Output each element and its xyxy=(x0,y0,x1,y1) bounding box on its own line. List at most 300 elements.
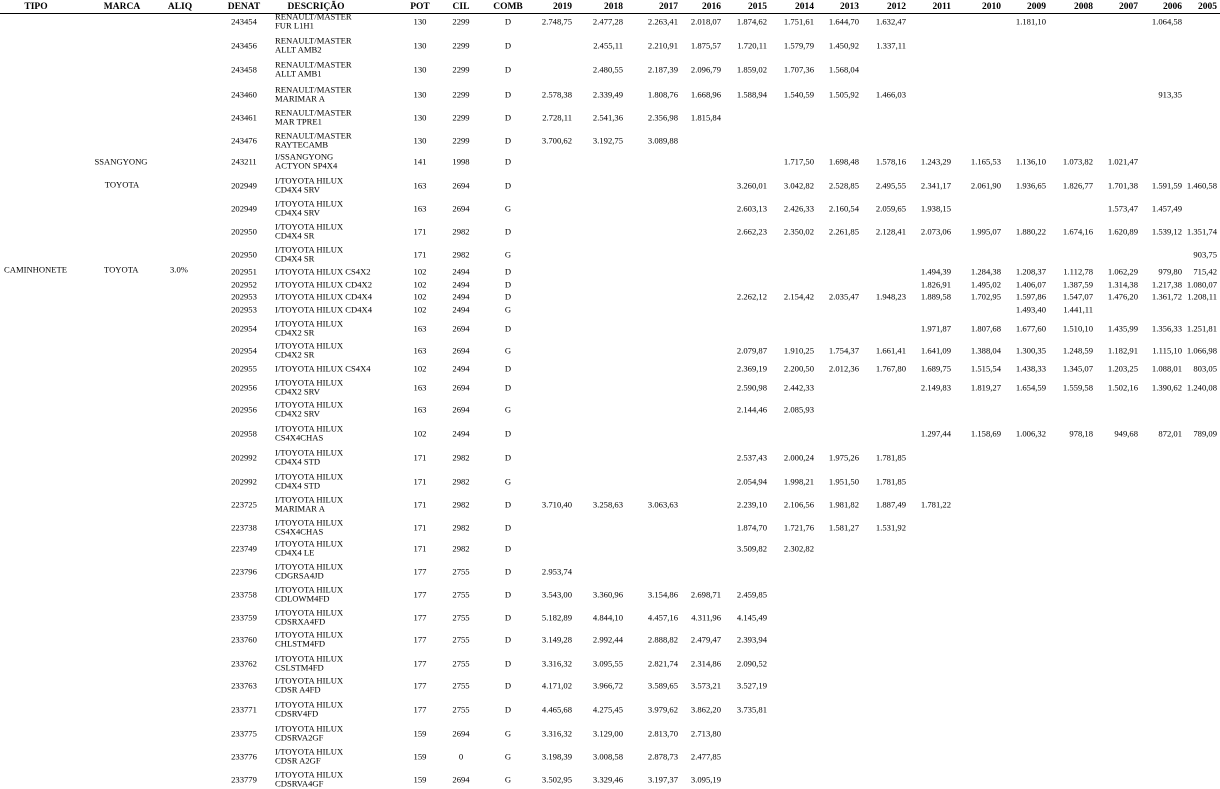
descricao-line: CDSR A2GF xyxy=(275,756,321,766)
row-value-2012: 2.495,55 xyxy=(875,180,906,191)
row-value-2011: 1.243,29 xyxy=(920,156,951,167)
descricao-line: ACTYON SP4X4 xyxy=(275,161,338,171)
row-value-2006: 1.356,33 xyxy=(1151,323,1182,334)
descricao-line: I/TOYOTA HILUX xyxy=(275,584,344,595)
row-value-2005: 1.240,08 xyxy=(1186,382,1217,393)
row-value-2009: 1.438,33 xyxy=(1015,363,1046,374)
row-value-2016: 2.096,79 xyxy=(690,64,721,75)
row-descricao xyxy=(275,37,352,56)
row-value-2019: 2.728,11 xyxy=(542,112,572,123)
row-value-2009: 1.654,59 xyxy=(1015,382,1046,393)
row-value-2009: 1.493,40 xyxy=(1015,304,1046,315)
row-value-2005: 715,42 xyxy=(1193,266,1217,277)
row-value-2006: 1.457,49 xyxy=(1151,203,1182,214)
row-value-2009: 1.677,60 xyxy=(1015,323,1046,334)
descricao-line: I/TOYOTA HILUX xyxy=(275,517,344,528)
row-value-2016: 2.698,71 xyxy=(690,589,721,600)
descricao-line: I/SSANGYONG xyxy=(275,151,334,162)
row-value-2010: 1.819,27 xyxy=(970,382,1001,393)
row-value-2018: 2.480,55 xyxy=(592,64,623,75)
descricao-line: CDSRVA4GF xyxy=(275,779,324,789)
header-year-2013: 2013 xyxy=(840,2,859,12)
row-value-2013: 1.450,92 xyxy=(828,40,859,51)
row-value-2016: 1.815,84 xyxy=(690,112,721,123)
row-descricao xyxy=(275,519,343,538)
row-denat: 243476 xyxy=(231,135,257,146)
row-value-2010: 1.495,02 xyxy=(970,279,1001,290)
row-value-2019: 3.149,28 xyxy=(541,634,572,645)
row-comb: D xyxy=(504,156,512,167)
row-pot: 171 xyxy=(413,249,427,260)
row-cil: 2494 xyxy=(452,304,470,315)
descricao-line: MARIMAR A xyxy=(275,504,325,514)
row-value-2007: 1.182,91 xyxy=(1107,345,1138,356)
row-value-2008: 1.248,59 xyxy=(1062,345,1093,356)
row-denat: 202955 xyxy=(231,363,257,374)
row-comb: G xyxy=(504,476,512,487)
row-pot: 171 xyxy=(413,226,427,237)
descricao-line: I/TOYOTA HILUX CS4X4 xyxy=(275,363,371,374)
row-value-2019: 3.700,62 xyxy=(541,135,572,146)
descricao-line: CD4X4 STD xyxy=(275,481,321,491)
row-value-2008: 1.547,07 xyxy=(1062,291,1093,302)
row-descricao xyxy=(275,342,343,361)
row-value-2014: 1.910,25 xyxy=(783,345,814,356)
descricao-line: CD4X2 SRV xyxy=(275,409,320,419)
row-pot: 102 xyxy=(413,428,427,439)
row-pot: 177 xyxy=(413,566,427,577)
row-value-2007: 1.062,29 xyxy=(1107,266,1138,277)
row-value-2014: 2.085,93 xyxy=(783,404,814,415)
row-value-2017: 3.589,65 xyxy=(647,680,678,691)
row-value-2014: 2.000,24 xyxy=(783,452,814,463)
row-value-2014: 1.721,76 xyxy=(783,522,814,533)
row-comb: G xyxy=(504,249,512,260)
descricao-line: I/TOYOTA HILUX xyxy=(275,746,344,757)
row-value-2015: 3.509,82 xyxy=(736,543,767,554)
row-value-2015: 2.144,46 xyxy=(736,404,767,415)
header-year-2018: 2018 xyxy=(604,2,623,12)
row-cil: 2299 xyxy=(452,16,470,27)
row-value-2019: 3.198,39 xyxy=(541,751,572,762)
row-descricao xyxy=(275,496,343,515)
row-value-2017: 2.356,98 xyxy=(647,112,678,123)
row-value-2016: 2.479,47 xyxy=(690,634,721,645)
descricao-line: CD4X4 LE xyxy=(275,548,315,558)
row-descricao xyxy=(275,540,343,559)
row-descricao xyxy=(275,200,343,219)
row-descricao xyxy=(275,631,343,650)
row-value-2012: 1.661,41 xyxy=(875,345,906,356)
row-descricao xyxy=(275,364,371,373)
row-pot: 163 xyxy=(413,382,427,393)
row-denat: 233762 xyxy=(231,658,257,669)
row-descricao xyxy=(275,586,343,605)
row-value-2011: 2.149,83 xyxy=(920,382,951,393)
header-year-2014: 2014 xyxy=(795,2,814,12)
row-denat: 243458 xyxy=(231,64,257,75)
row-value-2012: 1.948,23 xyxy=(875,291,906,302)
row-cil: 2299 xyxy=(452,89,470,100)
descricao-line: I/TOYOTA HILUX CD4X2 xyxy=(275,279,373,290)
row-value-2009: 1.936,65 xyxy=(1015,180,1046,191)
row-value-2012: 1.337,11 xyxy=(876,40,906,51)
row-cil: 2755 xyxy=(452,658,470,669)
row-value-2015: 2.459,85 xyxy=(736,589,767,600)
row-descricao xyxy=(275,701,343,720)
row-value-2007: 949,68 xyxy=(1114,428,1138,439)
row-descricao xyxy=(275,425,343,444)
row-value-2008: 1.112,78 xyxy=(1063,266,1093,277)
row-value-2008: 1.510,10 xyxy=(1062,323,1093,334)
row-cil: 2982 xyxy=(452,543,470,554)
row-value-2013: 1.568,04 xyxy=(828,64,859,75)
descricao-line: ALLT AMB1 xyxy=(275,69,322,79)
row-comb: G xyxy=(504,304,512,315)
header-year-2007: 2007 xyxy=(1119,2,1138,12)
row-descricao xyxy=(275,655,343,674)
row-value-2006: 1.539,12 xyxy=(1151,226,1182,237)
row-value-2013: 1.505,92 xyxy=(828,89,859,100)
row-value-2013: 1.951,50 xyxy=(828,476,859,487)
row-denat: 243460 xyxy=(231,89,257,100)
header-year-2019: 2019 xyxy=(553,2,572,12)
descricao-line: I/TOYOTA HILUX CD4X4 xyxy=(275,291,373,302)
header-tipo: TIPO xyxy=(24,2,48,12)
row-pot: 102 xyxy=(413,363,427,374)
row-value-2016: 2.713,80 xyxy=(690,728,721,739)
row-cil: 2694 xyxy=(452,345,470,356)
row-value-2006: 872,01 xyxy=(1158,428,1182,439)
row-denat: 233779 xyxy=(231,774,257,785)
row-value-2014: 1.751,61 xyxy=(783,16,814,27)
row-value-2019: 4.171,02 xyxy=(541,680,572,691)
row-value-2010: 1.995,07 xyxy=(970,226,1001,237)
descricao-line: FUR L1H1 xyxy=(275,21,314,31)
row-value-2018: 2.455,11 xyxy=(593,40,623,51)
row-pot: 171 xyxy=(413,452,427,463)
descricao-line: I/TOYOTA HILUX xyxy=(275,538,344,549)
row-value-2007: 1.203,25 xyxy=(1107,363,1138,374)
row-value-2005: 1.251,81 xyxy=(1186,323,1217,334)
row-denat: 202992 xyxy=(231,452,257,463)
row-value-2006: 1.591,59 xyxy=(1151,180,1182,191)
row-value-2012: 1.781,85 xyxy=(875,476,906,487)
descricao-line: CDGRSA4JD xyxy=(275,571,324,581)
row-value-2015: 2.090,52 xyxy=(736,658,767,669)
row-denat: 233760 xyxy=(231,634,257,645)
row-comb: G xyxy=(504,404,512,415)
row-value-2013: 2.160,54 xyxy=(828,203,859,214)
row-value-2019: 3.316,32 xyxy=(541,658,572,669)
descricao-line: CDSRVA2GF xyxy=(275,733,324,743)
row-value-2018: 3.008,58 xyxy=(592,751,623,762)
row-comb: D xyxy=(504,112,512,123)
descricao-line: RENAULT/MASTER xyxy=(275,59,352,70)
row-cil: 2694 xyxy=(452,404,470,415)
row-value-2014: 1.579,79 xyxy=(783,40,814,51)
row-cil: 2694 xyxy=(452,774,470,785)
row-cil: 2299 xyxy=(452,135,470,146)
descricao-line: CHLSTM4FD xyxy=(275,639,326,649)
row-cil: 2755 xyxy=(452,566,470,577)
header-cil: CIL xyxy=(452,2,470,12)
row-pot: 130 xyxy=(413,89,427,100)
group-tipo: CAMINHONETE xyxy=(4,264,68,275)
row-comb: G xyxy=(504,345,512,356)
row-pot: 177 xyxy=(413,612,427,623)
row-descricao xyxy=(275,177,343,196)
row-value-2015: 2.590,98 xyxy=(736,382,767,393)
row-value-2006: 1.361,72 xyxy=(1151,291,1182,302)
row-descricao xyxy=(275,748,343,767)
descricao-line: CDSRXA4FD xyxy=(275,617,326,627)
row-descricao xyxy=(275,305,372,314)
row-descricao xyxy=(275,609,343,628)
row-descricao xyxy=(275,292,372,301)
row-value-2012: 1.531,92 xyxy=(875,522,906,533)
row-comb: D xyxy=(504,522,512,533)
row-denat: 223749 xyxy=(231,543,257,554)
row-pot: 163 xyxy=(413,345,427,356)
row-comb: D xyxy=(504,40,512,51)
descricao-line: I/TOYOTA HILUX xyxy=(275,244,344,255)
row-value-2006: 979,80 xyxy=(1158,266,1182,277)
row-value-2005: 903,75 xyxy=(1193,249,1217,260)
row-pot: 159 xyxy=(413,774,427,785)
descricao-line: RENAULT/MASTER xyxy=(275,130,352,141)
row-value-2015: 1.859,02 xyxy=(736,64,767,75)
row-cil: 2694 xyxy=(452,180,470,191)
row-value-2018: 3.329,46 xyxy=(592,774,623,785)
row-value-2010: 1.807,68 xyxy=(970,323,1001,334)
row-value-2018: 3.095,55 xyxy=(592,658,623,669)
row-value-2019: 3.502,95 xyxy=(541,774,572,785)
descricao-line: CD4X2 SRV xyxy=(275,387,320,397)
row-cil: 2694 xyxy=(452,323,470,334)
row-descricao xyxy=(275,401,343,420)
row-value-2010: 1.284,38 xyxy=(970,266,1001,277)
row-value-2017: 3.197,37 xyxy=(647,774,678,785)
row-comb: D xyxy=(504,680,512,691)
row-value-2017: 3.063,63 xyxy=(647,499,678,510)
row-pot: 177 xyxy=(413,589,427,600)
row-comb: D xyxy=(504,323,512,334)
group-aliq: 3.0% xyxy=(170,264,188,275)
row-value-2006: 1.217,38 xyxy=(1151,279,1182,290)
row-cil: 2299 xyxy=(452,64,470,75)
descricao-line: RAYTECAMB xyxy=(275,140,329,150)
row-value-2013: 2.528,85 xyxy=(828,180,859,191)
row-pot: 163 xyxy=(413,323,427,334)
row-value-2012: 1.767,80 xyxy=(875,363,906,374)
header-rule xyxy=(0,13,1220,14)
row-pot: 102 xyxy=(413,304,427,315)
row-pot: 177 xyxy=(413,658,427,669)
descricao-line: I/TOYOTA HILUX xyxy=(275,494,344,505)
row-cil: 2982 xyxy=(452,476,470,487)
row-comb: D xyxy=(504,291,512,302)
row-value-2012: 1.632,47 xyxy=(875,16,906,27)
row-value-2014: 1.717,50 xyxy=(783,156,814,167)
row-value-2015: 2.262,12 xyxy=(736,291,767,302)
descricao-line: RENAULT/MASTER xyxy=(275,107,352,118)
row-descricao xyxy=(275,449,343,468)
descricao-line: I/TOYOTA HILUX CS4X2 xyxy=(275,266,371,277)
header-pot: POT xyxy=(410,2,430,12)
row-cil: 0 xyxy=(458,751,464,762)
row-value-2019: 5.182,89 xyxy=(541,612,572,623)
descricao-line: CD4X4 SRV xyxy=(275,208,320,218)
row-comb: D xyxy=(504,135,512,146)
row-value-2008: 1.345,07 xyxy=(1062,363,1093,374)
row-value-2014: 2.302,82 xyxy=(783,543,814,554)
row-value-2015: 2.393,94 xyxy=(736,634,767,645)
row-value-2013: 2.012,36 xyxy=(828,363,859,374)
row-denat: 202949 xyxy=(231,180,257,191)
row-value-2005: 1.208,11 xyxy=(1187,291,1217,302)
descricao-line: MAR TPRE1 xyxy=(275,117,322,127)
row-comb: D xyxy=(504,612,512,623)
row-pot: 171 xyxy=(413,522,427,533)
row-value-2016: 3.862,20 xyxy=(690,704,721,715)
row-value-2017: 3.154,86 xyxy=(647,589,678,600)
row-pot: 163 xyxy=(413,404,427,415)
descricao-line: RENAULT/MASTER xyxy=(275,11,352,22)
row-pot: 130 xyxy=(413,135,427,146)
row-pot: 163 xyxy=(413,203,427,214)
row-value-2010: 1.158,69 xyxy=(970,428,1001,439)
row-denat: 223725 xyxy=(231,499,257,510)
row-value-2014: 1.540,59 xyxy=(783,89,814,100)
row-value-2018: 2.541,36 xyxy=(592,112,623,123)
descricao-line: CD4X2 SR xyxy=(275,328,315,338)
row-value-2019: 3.710,40 xyxy=(541,499,572,510)
row-value-2014: 3.042,82 xyxy=(783,180,814,191)
descricao-line: I/TOYOTA HILUX xyxy=(275,607,344,618)
row-comb: D xyxy=(504,704,512,715)
row-value-2019: 3.543,00 xyxy=(541,589,572,600)
row-cil: 2755 xyxy=(452,589,470,600)
row-pot: 171 xyxy=(413,476,427,487)
row-comb: D xyxy=(504,89,512,100)
row-pot: 163 xyxy=(413,180,427,191)
descricao-line: I/TOYOTA HILUX xyxy=(275,471,344,482)
row-comb: D xyxy=(504,266,512,277)
row-value-2011: 1.971,87 xyxy=(920,323,951,334)
row-cil: 2494 xyxy=(452,363,470,374)
row-value-2017: 2.888,82 xyxy=(647,634,678,645)
row-value-2009: 1.597,86 xyxy=(1015,291,1046,302)
descricao-line: I/TOYOTA HILUX xyxy=(275,399,344,410)
row-value-2006: 1.064,58 xyxy=(1151,16,1182,27)
row-pot: 177 xyxy=(413,680,427,691)
row-value-2016: 2.314,86 xyxy=(690,658,721,669)
row-value-2016: 4.311,96 xyxy=(691,612,721,623)
row-comb: G xyxy=(504,203,512,214)
header-year-2016: 2016 xyxy=(702,2,721,12)
row-value-2011: 2.341,17 xyxy=(920,180,951,191)
row-value-2009: 1.181,10 xyxy=(1015,16,1046,27)
row-cil: 2494 xyxy=(452,266,470,277)
row-descricao xyxy=(275,280,372,289)
row-pot: 177 xyxy=(413,704,427,715)
row-value-2005: 789,09 xyxy=(1193,428,1217,439)
row-denat: 202954 xyxy=(231,345,257,356)
row-value-2015: 2.603,13 xyxy=(736,203,767,214)
row-descricao xyxy=(275,267,371,276)
header-marca: MARCA xyxy=(103,2,141,12)
row-denat: 202992 xyxy=(231,476,257,487)
row-value-2013: 1.581,27 xyxy=(828,522,859,533)
row-descricao xyxy=(275,246,343,265)
row-cil: 2494 xyxy=(452,428,470,439)
row-denat: 202952 xyxy=(231,279,257,290)
row-denat: 202953 xyxy=(231,304,257,315)
row-value-2017: 2.210,91 xyxy=(647,40,678,51)
row-value-2014: 2.106,56 xyxy=(783,499,814,510)
row-cil: 2494 xyxy=(452,279,470,290)
row-value-2016: 2.018,07 xyxy=(690,16,721,27)
row-comb: D xyxy=(504,64,512,75)
row-value-2012: 2.128,41 xyxy=(875,226,906,237)
row-denat: 202954 xyxy=(231,323,257,334)
row-pot: 130 xyxy=(413,64,427,75)
row-descricao xyxy=(275,473,343,492)
row-value-2012: 1.578,16 xyxy=(875,156,906,167)
row-value-2007: 1.701,38 xyxy=(1107,180,1138,191)
row-descricao xyxy=(275,320,343,339)
descricao-line: CS4X4CHAS xyxy=(275,433,324,443)
row-cil: 2299 xyxy=(452,40,470,51)
header-year-2010: 2010 xyxy=(982,2,1001,12)
row-value-2015: 2.369,19 xyxy=(736,363,767,374)
row-value-2015: 3.735,81 xyxy=(736,704,767,715)
row-comb: D xyxy=(504,382,512,393)
descricao-line: I/TOYOTA HILUX xyxy=(275,723,344,734)
row-value-2017: 1.808,76 xyxy=(647,89,678,100)
row-value-2018: 2.339,49 xyxy=(592,89,623,100)
descricao-line: I/TOYOTA HILUX xyxy=(275,675,344,686)
row-denat: 202950 xyxy=(231,249,257,260)
row-pot: 141 xyxy=(413,156,427,167)
row-descricao xyxy=(275,13,352,32)
descricao-line: I/TOYOTA HILUX xyxy=(275,653,344,664)
row-descricao xyxy=(275,771,343,789)
row-value-2014: 2.426,33 xyxy=(783,203,814,214)
row-value-2018: 3.129,00 xyxy=(592,728,623,739)
header-year-2012: 2012 xyxy=(887,2,906,12)
row-pot: 130 xyxy=(413,112,427,123)
row-comb: D xyxy=(504,226,512,237)
row-value-2015: 1.588,94 xyxy=(736,89,767,100)
row-value-2008: 1.826,77 xyxy=(1062,180,1093,191)
row-value-2008: 978,18 xyxy=(1069,428,1093,439)
row-value-2018: 4.844,10 xyxy=(592,612,623,623)
header-comb: COMB xyxy=(493,2,523,12)
row-value-2018: 3.966,72 xyxy=(592,680,623,691)
row-value-2012: 1.466,03 xyxy=(875,89,906,100)
row-pot: 130 xyxy=(413,16,427,27)
row-value-2006: 1.390,62 xyxy=(1151,382,1182,393)
row-descricao xyxy=(275,563,343,582)
row-value-2018: 3.258,63 xyxy=(592,499,623,510)
descricao-line: I/TOYOTA HILUX xyxy=(275,318,344,329)
row-value-2007: 1.314,38 xyxy=(1107,279,1138,290)
descricao-line: I/TOYOTA HILUX xyxy=(275,561,344,572)
row-value-2010: 1.702,95 xyxy=(970,291,1001,302)
row-descricao xyxy=(275,132,352,151)
